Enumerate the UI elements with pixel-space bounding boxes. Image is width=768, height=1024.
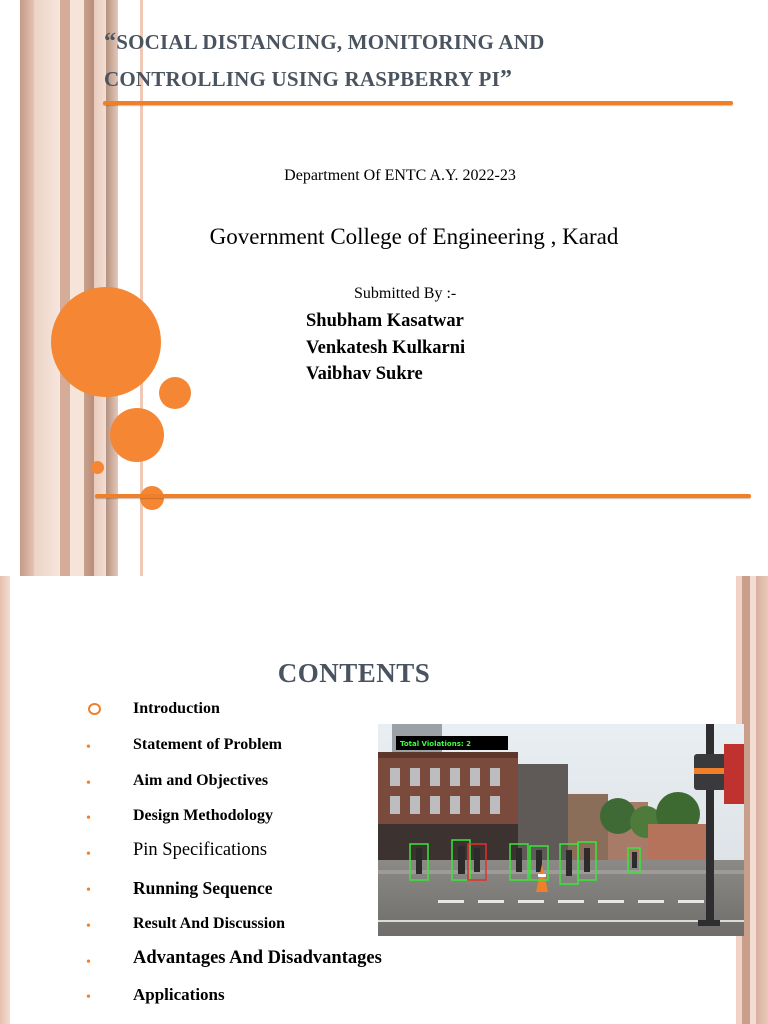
member-list	[306, 308, 465, 388]
dot-bullet-icon: •	[86, 775, 91, 791]
decor-stripe	[34, 0, 60, 576]
list-item-label: Result And Discussion	[133, 914, 286, 932]
member-name: Vaibhav Sukre	[306, 364, 423, 384]
contents-heading: CONTENTS	[277, 658, 431, 688]
dot-bullet-icon: •	[86, 847, 91, 863]
decor-stripe	[0, 0, 20, 576]
list-item-label: Pin Specifications	[133, 840, 268, 861]
dot-bullet-icon: •	[86, 954, 91, 970]
list-item-label: Running Sequence	[133, 877, 273, 898]
title-close-quote: ”	[499, 66, 513, 92]
decor-stripe-left	[0, 576, 10, 1024]
dot-bullet-icon: •	[86, 739, 91, 755]
dot-bullet-icon: •	[86, 918, 91, 934]
dot-bullet-icon: •	[86, 811, 91, 827]
submitted-by-label: Submitted By :-	[354, 285, 457, 302]
member-name: Shubham Kasatwar	[306, 311, 464, 331]
dot-bullet-icon: •	[86, 882, 91, 898]
list-item-label: Applications	[133, 985, 225, 1005]
title-rule	[103, 101, 733, 105]
list-item-label: Introduction	[133, 700, 220, 717]
title-open-quote: “	[104, 29, 117, 55]
decor-stripe	[60, 0, 70, 576]
decor-circle	[140, 486, 164, 510]
decor-circle	[159, 377, 191, 409]
decor-circle	[110, 408, 164, 462]
list-item-label: Aim and Objectives	[133, 771, 269, 789]
violations-counter: Total Violations: 2	[400, 740, 471, 748]
list-item-label: Advantages And Disadvantages	[133, 947, 382, 968]
list-item-label: Design Methodology	[133, 807, 273, 825]
contents-slide	[0, 576, 768, 1024]
bottom-rule	[95, 494, 751, 498]
decor-circle-small	[91, 461, 104, 474]
member-name: Venkatesh Kulkarni	[306, 337, 466, 358]
college-name: Government College of Engineering , Karad	[209, 224, 619, 249]
street-detection-photo	[378, 724, 744, 936]
ring-bullet-icon	[88, 703, 101, 715]
decor-stripe	[70, 0, 84, 576]
decor-stripe	[756, 576, 768, 1024]
department-line: Department Of ENTC A.Y. 2022-23	[284, 167, 516, 184]
decor-circle-large	[51, 287, 161, 397]
decor-stripe	[20, 0, 34, 576]
list-item-label: Statement of Problem	[133, 735, 282, 753]
title-text: SOCIAL DISTANCING, MONITORING AND CONTROLLING USING RASPBERRY PI	[104, 30, 545, 91]
dot-bullet-icon: •	[86, 990, 91, 1006]
slide-title	[104, 24, 704, 98]
